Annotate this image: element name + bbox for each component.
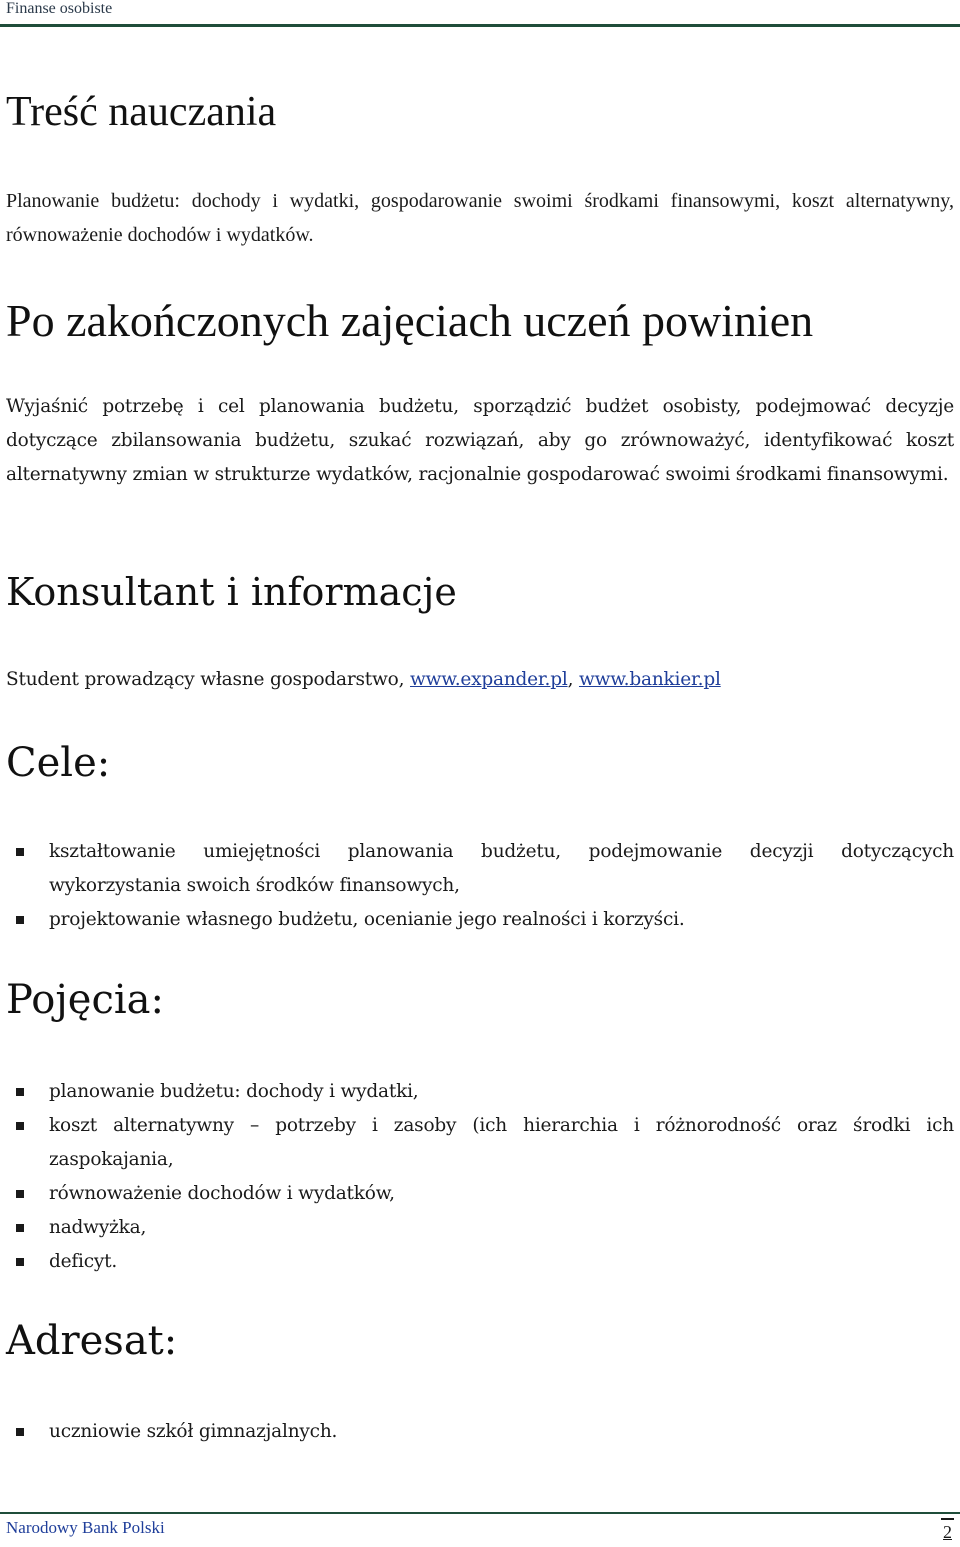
paragraph-konsultant — [6, 663, 954, 697]
paragraph-po-zajeciach: Wyjaśnić potrzebę i cel planowania budżetu, sporządzić budżet osobisty, podejmować decyzje dotyczące zbilansowania budżetu, szukać rozwiązań, aby go zrównoważyć, identyfikować koszt alternatywny zmian w strukturze wydatków, racjonalnie gospodarować swoimi środkami finansowymi. — [6, 396, 954, 485]
heading-pojecia: Pojęcia: — [6, 977, 164, 1023]
list-pojecia — [0, 1075, 954, 1279]
heading-konsultant: Konsultant i informacje — [6, 570, 457, 614]
list-item-text: koszt alternatywny – potrzeby i zasoby (ich hierarchia i różnorodność oraz środki ich zaspokajania, — [49, 1115, 954, 1170]
square-bullet-icon — [16, 1088, 24, 1096]
square-bullet-icon — [16, 1224, 24, 1232]
list-cele — [0, 835, 954, 937]
square-bullet-icon — [16, 916, 24, 924]
list-item — [0, 1177, 954, 1211]
footer-divider — [0, 1512, 960, 1514]
list-item-text: projektowanie własnego budżetu, ocenianie jego realności i korzyści. — [49, 909, 685, 930]
square-bullet-icon — [16, 848, 24, 856]
list-item-text: kształtowanie umiejętności planowania budżetu, podejmowanie decyzji dotyczących wykorzystania swoich środków finansowych, — [49, 841, 954, 896]
list-item-text: równoważenie dochodów i wydatków, — [49, 1183, 395, 1204]
running-header-title: Finanse osobiste — [6, 0, 113, 17]
square-bullet-icon — [16, 1428, 24, 1436]
konsultant-text: Student prowadzący własne gospodarstwo, — [6, 669, 410, 690]
list-item — [0, 903, 954, 937]
list-adresat — [0, 1415, 954, 1449]
square-bullet-icon — [16, 1258, 24, 1266]
square-bullet-icon — [16, 1122, 24, 1130]
paragraph-tresc-nauczania: Planowanie budżetu: dochody i wydatki, gospodarowanie swoimi środkami finansowymi, koszt alternatywny, równoważenie dochodów i wydatków. — [6, 190, 954, 246]
square-bullet-icon — [16, 1190, 24, 1198]
list-item-text: uczniowie szkół gimnazjalnych. — [49, 1421, 338, 1442]
list-item-text: nadwyżka, — [49, 1217, 147, 1238]
heading-cele: Cele: — [6, 740, 111, 786]
heading-po-zajeciach: Po zakończonych zajęciach uczeń powinien — [6, 295, 814, 346]
link-expander[interactable]: www.expander.pl — [409, 669, 568, 690]
list-item — [0, 835, 954, 903]
list-item — [0, 1245, 954, 1279]
list-item — [0, 1415, 954, 1449]
link-separator: , — [567, 669, 579, 690]
header-divider — [0, 24, 960, 27]
list-item — [0, 1109, 954, 1177]
link-bankier[interactable]: www.bankier.pl — [578, 669, 721, 690]
list-item-text: deficyt. — [49, 1251, 118, 1272]
page-number: 2 — [941, 1518, 954, 1543]
heading-adresat: Adresat: — [6, 1318, 178, 1364]
list-item-text: planowanie budżetu: dochody i wydatki, — [49, 1081, 419, 1102]
footer-publisher: Narodowy Bank Polski — [6, 1518, 165, 1537]
list-item — [0, 1211, 954, 1245]
heading-tresc-nauczania: Treść nauczania — [6, 89, 277, 135]
list-item — [0, 1075, 954, 1109]
